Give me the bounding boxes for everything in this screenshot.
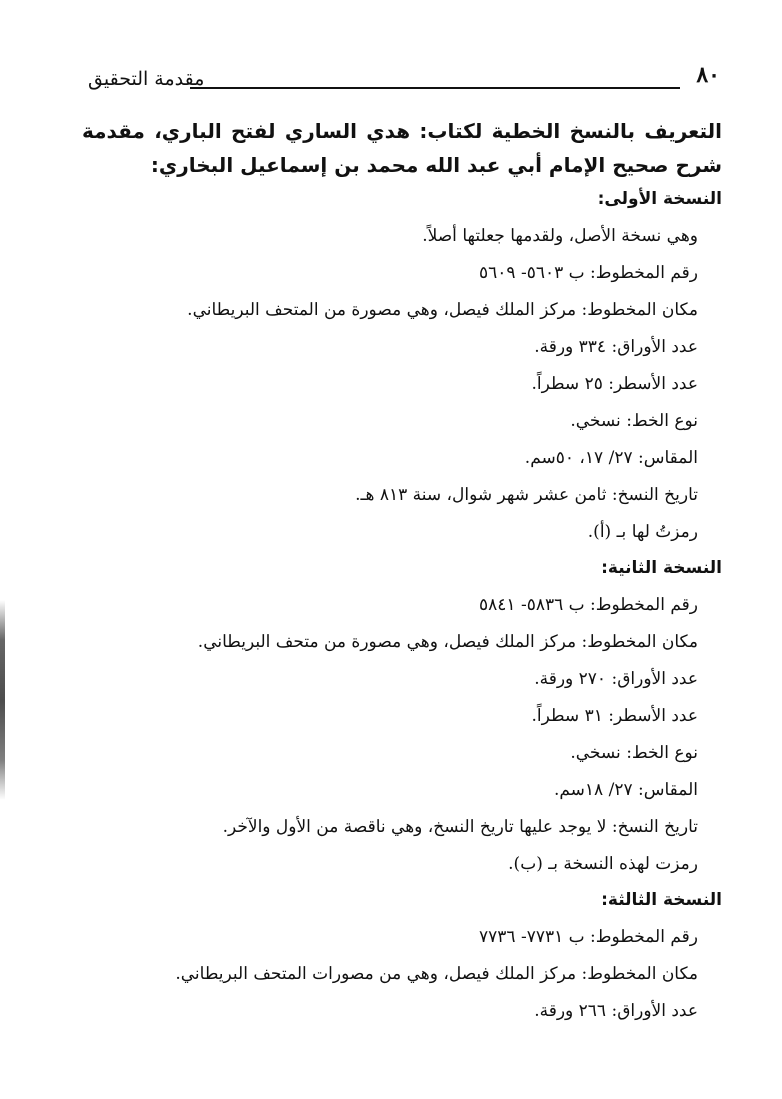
copy-line: عدد الأوراق: ٣٣٤ ورقة.: [534, 337, 698, 357]
copy-3: [82, 889, 722, 1030]
copy-line: مكان المخطوط: مركز الملك فيصل، وهي مصورة من متحف البريطاني.: [197, 632, 698, 652]
copy-line: نوع الخط: نسخي.: [570, 743, 698, 763]
copy-2: [82, 557, 722, 883]
page-header: [80, 62, 720, 96]
copy-line: عدد الأوراق: ٢٧٠ ورقة.: [534, 669, 698, 689]
copy-line: عدد الأوراق: ٢٦٦ ورقة.: [534, 1001, 698, 1021]
copy-heading: النسخة الأولى:: [597, 189, 722, 209]
copy-heading: النسخة الثانية:: [601, 558, 722, 578]
header-rule: [190, 87, 680, 89]
copy-line: رقم المخطوط: ب ٧٧٣١- ٧٧٣٦: [479, 927, 698, 947]
page-content: [82, 114, 722, 1030]
copy-line: تاريخ النسخ: لا يوجد عليها تاريخ النسخ، وهي ناقصة من الأول والآخر.: [222, 817, 698, 837]
copy-line: المقاس: ٢٧/ ١٧، ٥٠سم.: [524, 448, 698, 468]
page-number: ٨٠: [696, 62, 720, 88]
copy-line: رمزت لهذه النسخة بـ (ب).: [508, 854, 698, 874]
scan-edge-shadow: [0, 600, 5, 800]
intro-heading: التعريف بالنسخ الخطية لكتاب: هدي الساري لفتح الباري، مقدمة شرح صحيح الإمام أبي عبد الله محمد بن إسماعيل البخاري:: [82, 119, 722, 177]
copy-1: [82, 188, 722, 551]
copy-line: المقاس: ٢٧/ ١٨سم.: [553, 780, 698, 800]
copy-line: تاريخ النسخ: ثامن عشر شهر شوال، سنة ٨١٣ هـ.: [355, 485, 698, 505]
copy-line: عدد الأسطر: ٣١ سطراً.: [531, 706, 698, 726]
copy-line: رمزتُ لها بـ (أ).: [587, 522, 698, 542]
copy-line: عدد الأسطر: ٢٥ سطراً.: [531, 374, 698, 394]
copy-line: مكان المخطوط: مركز الملك فيصل، وهي من مصورات المتحف البريطاني.: [175, 964, 698, 984]
copy-heading: النسخة الثالثة:: [601, 890, 722, 910]
copy-line: مكان المخطوط: مركز الملك فيصل، وهي مصورة من المتحف البريطاني.: [187, 300, 698, 320]
copy-line: رقم المخطوط: ب ٥٨٣٦- ٥٨٤١: [479, 595, 698, 615]
copy-line: نوع الخط: نسخي.: [570, 411, 698, 431]
running-title: مقدمة التحقيق: [88, 68, 205, 90]
copy-line: رقم المخطوط: ب ٥٦٠٣- ٥٦٠٩: [479, 263, 698, 283]
copy-line: وهي نسخة الأصل، ولقدمها جعلتها أصلاً.: [422, 226, 698, 246]
